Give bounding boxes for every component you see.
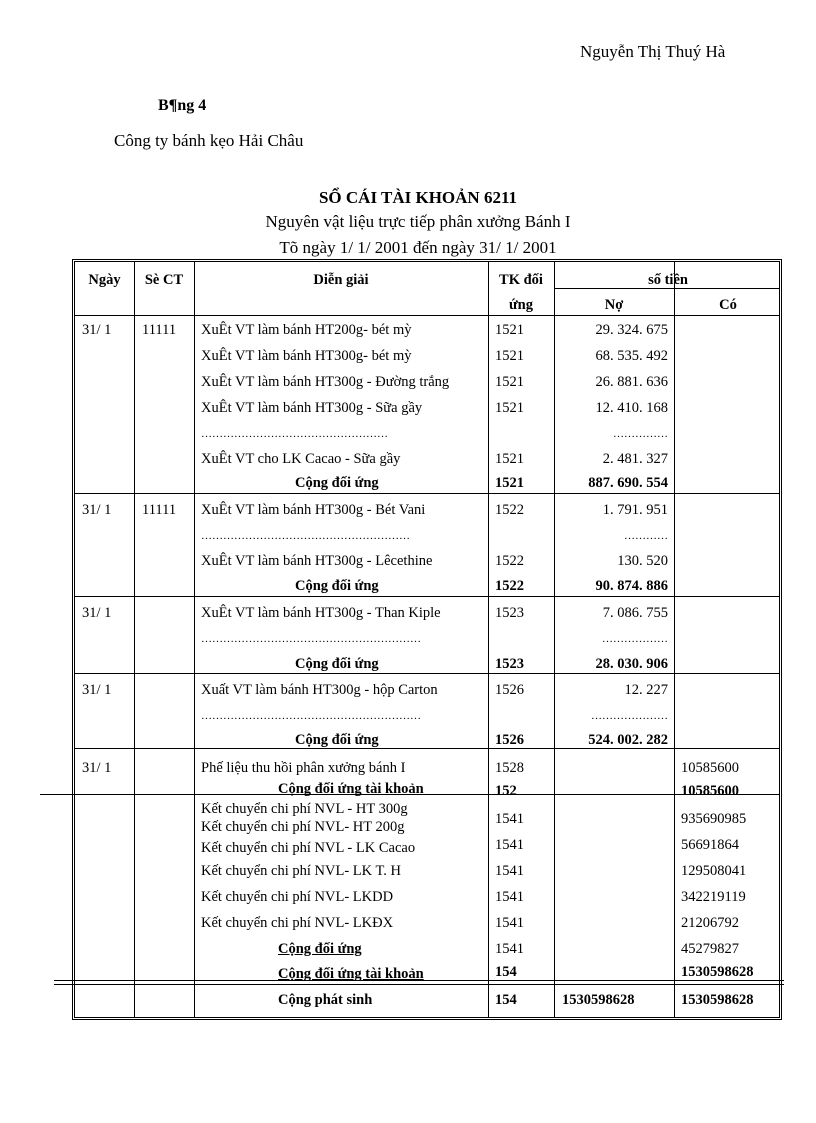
line-acct: 1541 xyxy=(495,837,524,853)
line-desc: XuÊt VT cho LK Cacao - Sữa gầy xyxy=(201,451,401,467)
line-acct: 1521 xyxy=(495,348,524,364)
group-date: 31/ 1 xyxy=(82,605,112,621)
ledger-table xyxy=(72,259,782,1020)
line-credit: 129508041 xyxy=(681,863,747,879)
line-desc: Kết chuyển chi phí NVL- LK T. H xyxy=(201,863,401,879)
line-acct: 1521 xyxy=(495,400,524,416)
total-credit: 45279827 xyxy=(681,941,739,957)
total-acct: 1523 xyxy=(495,656,524,672)
line-desc: XuÊt VT làm bánh HT300g - Lêcethine xyxy=(201,553,433,569)
col-header-debit: Nợ xyxy=(604,297,624,313)
line-credit: 342219119 xyxy=(681,889,746,905)
group-date: 31/ 1 xyxy=(82,502,112,518)
total-label: Cộng đối ứng xyxy=(295,578,379,594)
line-acct: 1528 xyxy=(495,760,524,776)
col-header-account-1: TK đối xyxy=(499,272,543,288)
line-credit: 21206792 xyxy=(681,915,739,931)
line-debit-dots: ………………… xyxy=(591,710,668,722)
line-acct: 1541 xyxy=(495,811,524,827)
col-header-doc: Sè CT xyxy=(144,272,184,288)
line-acct: 1541 xyxy=(495,863,524,879)
line-acct: 1521 xyxy=(495,374,524,390)
total-credit: 1530598628 xyxy=(681,964,754,980)
line-desc: Kết chuyển chi phí NVL- HT 200g xyxy=(201,819,405,835)
col-header-amount: số tiền xyxy=(648,272,688,288)
total-debit: 524. 002. 282 xyxy=(588,732,668,748)
line-acct: 1541 xyxy=(495,889,524,905)
group-date: 31/ 1 xyxy=(82,682,112,698)
total-acct: 1526 xyxy=(495,732,524,748)
company-name: Công ty bánh kẹo Hải Châu xyxy=(114,131,304,150)
col-header-account-2: ứng xyxy=(508,297,533,313)
line-credit: 10585600 xyxy=(681,760,739,776)
total-debit: 90. 874. 886 xyxy=(595,578,668,594)
line-acct: 1541 xyxy=(495,915,524,931)
line-debit: 68. 535. 492 xyxy=(595,348,668,364)
line-acct: 1523 xyxy=(495,605,524,621)
line-desc: Kết chuyển chi phí NVL- LKDD xyxy=(201,889,394,905)
total-debit: 28. 030. 906 xyxy=(595,656,668,672)
table-label: B¶ng 4 xyxy=(158,97,207,114)
line-desc-dots: …………………………………………………… xyxy=(201,710,421,722)
line-desc: XuÊt VT làm bánh HT300g - Bét Vani xyxy=(201,502,426,518)
line-desc: XuÊt VT làm bánh HT300g- bét mỳ xyxy=(201,348,412,364)
ledger-title: SỔ CÁI TÀI KHOẢN 6211 xyxy=(318,188,518,207)
strike-line xyxy=(40,794,780,795)
grand-total-label: Cộng phát sinh xyxy=(278,992,373,1008)
line-acct: 1521 xyxy=(495,322,524,338)
total-debit: 887. 690. 554 xyxy=(588,475,668,491)
line-desc: XuÊt VT làm bánh HT300g - Sữa gầy xyxy=(201,400,423,416)
line-desc-dots: …………………………………………………… xyxy=(201,633,421,645)
line-acct: 1522 xyxy=(495,553,524,569)
col-header-date: Ngày xyxy=(88,272,121,288)
total-acct: 1541 xyxy=(495,941,524,957)
line-debit: 26. 881. 636 xyxy=(595,374,668,390)
line-debit: 12. 227 xyxy=(624,682,668,698)
author-name: Nguyễn Thị Thuý Hà xyxy=(580,42,726,61)
group-date: 31/ 1 xyxy=(82,760,112,776)
line-debit: 2. 481. 327 xyxy=(602,451,668,467)
line-desc-dots: …………………………………………… xyxy=(201,428,388,440)
group-date: 31/ 1 xyxy=(82,322,112,338)
line-debit: 1. 791. 951 xyxy=(602,502,668,518)
total-credit: 10585600 xyxy=(681,783,739,799)
col-header-description: Diễn giải xyxy=(313,272,369,288)
total-label: Cộng đối ứng tài khoản xyxy=(278,966,424,982)
line-credit: 935690985 xyxy=(681,811,747,827)
ledger-period: Tõ ngày 1/ 1/ 2001 đến ngày 31/ 1/ 2001 xyxy=(279,238,557,257)
line-debit: 130. 520 xyxy=(617,553,668,569)
line-desc: Kết chuyển chi phí NVL - LK Cacao xyxy=(201,840,416,856)
line-acct: 1522 xyxy=(495,502,524,518)
ledger-subtitle: Nguyên vật liệu trực tiếp phân xưởng Bánh I xyxy=(265,212,571,231)
line-credit: 56691864 xyxy=(681,837,739,853)
total-acct: 154 xyxy=(495,964,517,980)
total-label: Cộng đối ứng xyxy=(295,732,379,748)
group-doc: 11111 xyxy=(142,502,177,518)
col-header-credit: Có xyxy=(719,297,737,313)
total-label: Cộng đối ứng xyxy=(295,656,379,672)
grand-total-acct: 154 xyxy=(495,992,517,1008)
grand-total-credit: 1530598628 xyxy=(681,992,754,1008)
line-desc: Xuất VT làm bánh HT300g - hộp Carton xyxy=(201,682,438,698)
line-desc-dots: ………………………………………………… xyxy=(201,530,410,542)
grand-total-debit: 1530598628 xyxy=(562,992,635,1008)
total-label: Cộng đối ứng tài khoản xyxy=(278,781,424,797)
double-rule xyxy=(54,980,784,985)
total-acct: 152 xyxy=(495,783,517,799)
line-acct: 1526 xyxy=(495,682,524,698)
line-desc: XuÊt VT làm bánh HT200g- bét mỳ xyxy=(201,322,412,338)
total-acct: 1521 xyxy=(495,475,524,491)
line-debit: 7. 086. 755 xyxy=(602,605,668,621)
line-debit: 12. 410. 168 xyxy=(595,400,668,416)
group-doc: 11111 xyxy=(142,322,177,338)
line-desc: Kết chuyển chi phí NVL- LKĐX xyxy=(201,915,394,931)
line-desc: XuÊt VT làm bánh HT300g - Đường trắng xyxy=(201,374,450,390)
line-acct: 1521 xyxy=(495,451,524,467)
total-acct: 1522 xyxy=(495,578,524,594)
line-desc: Phế liệu thu hồi phân xưởng bánh I xyxy=(201,760,406,776)
total-label: Cộng đối ứng xyxy=(278,941,362,957)
line-desc: Kết chuyển chi phí NVL - HT 300g xyxy=(201,801,408,817)
line-desc: XuÊt VT làm bánh HT300g - Than Kiple xyxy=(201,605,441,621)
total-label: Cộng đối ứng xyxy=(295,475,379,491)
line-debit: 29. 324. 675 xyxy=(595,322,668,338)
line-debit-dots: …………… xyxy=(613,428,668,440)
line-debit-dots: ………… xyxy=(624,530,668,542)
line-debit-dots: ……………… xyxy=(602,633,668,645)
